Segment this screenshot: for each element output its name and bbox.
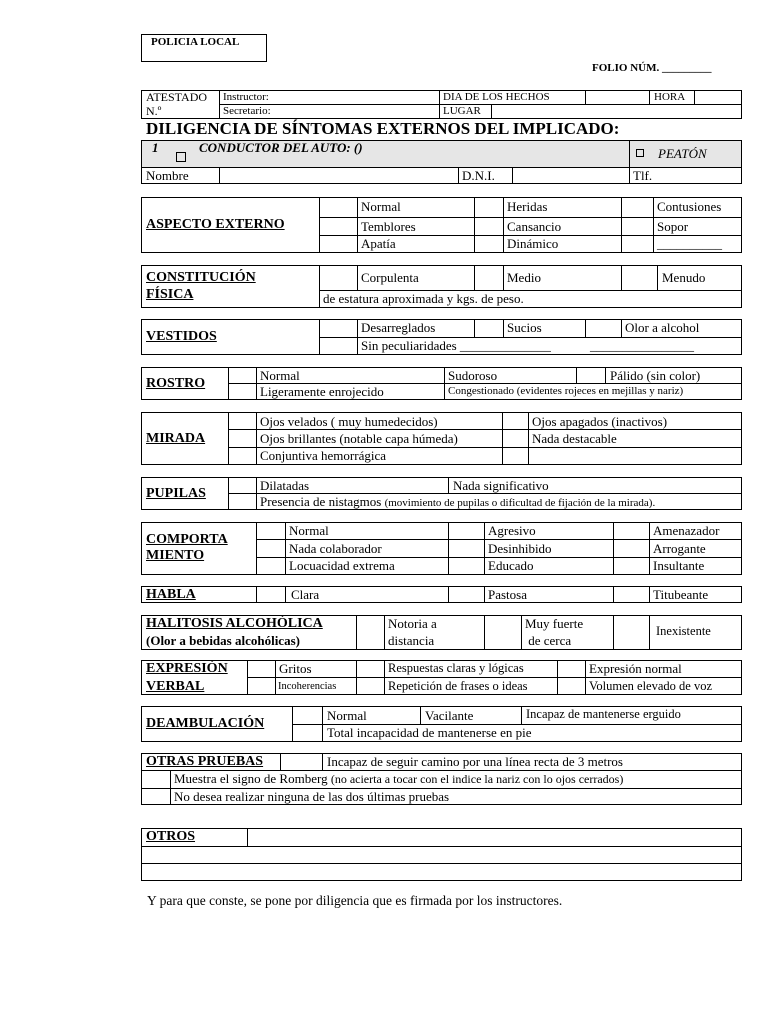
constitucion-menudo[interactable]: Menudo (662, 270, 706, 285)
aspecto-heridas[interactable]: Heridas (507, 199, 548, 214)
vestidos-other[interactable]: ________________ (590, 338, 694, 353)
rostro-normal[interactable]: Normal (260, 368, 300, 383)
constitucion-medio[interactable]: Medio (507, 270, 541, 285)
vestidos-label: VESTIDOS (146, 329, 217, 344)
halitosis-label: HALITOSIS ALCOHÓLICA (146, 616, 323, 631)
otros-field[interactable] (248, 829, 741, 846)
page-title: DILIGENCIA DE SÍNTOMAS EXTERNOS DEL IMPLICADO: (146, 119, 620, 138)
mirada-velados[interactable]: Ojos velados ( muy humedecidos) (260, 414, 438, 429)
deambulacion-total-incapacidad[interactable]: Total incapacidad de mantenerse en pie (327, 725, 532, 740)
deambulacion-normal[interactable]: Normal (327, 708, 367, 723)
vestidos-sucios[interactable]: Sucios (507, 320, 542, 335)
hora-field[interactable]: HORA (654, 91, 686, 103)
rostro-congestionado[interactable]: Congestionado (evidentes rojeces en mejillas y nariz) (448, 385, 684, 397)
habla-pastosa[interactable]: Pastosa (488, 587, 527, 602)
habla-table (141, 586, 742, 603)
halitosis-notoria-2[interactable]: distancia (388, 633, 435, 648)
secretario-field[interactable]: Secretario: (223, 105, 271, 117)
halitosis-sublabel: (Olor a bebidas alcohólicas) (146, 633, 300, 648)
dia-hechos-field[interactable]: DIA DE LOS HECHOS (443, 91, 550, 103)
conductor-label: CONDUCTOR DEL AUTO: () (199, 140, 363, 155)
constitucion-corpulenta[interactable]: Corpulenta (361, 270, 419, 285)
deambulacion-incapaz-erguido[interactable]: Incapaz de mantenerse erguido (526, 707, 681, 721)
otras-pruebas-label: OTRAS PRUEBAS (146, 754, 264, 769)
vestidos-olor-alcohol[interactable]: Olor a alcohol (625, 320, 700, 335)
aspecto-label: ASPECTO EXTERNO (146, 217, 285, 232)
comportamiento-normal[interactable]: Normal (289, 523, 329, 538)
otras-romberg[interactable] (174, 771, 623, 787)
expresion-gritos[interactable]: Gritos (279, 661, 312, 676)
aspecto-dinamico[interactable]: Dinámico (507, 236, 559, 251)
verbal-label: VERBAL (146, 679, 205, 694)
expresion-respuestas-claras[interactable]: Respuestas claras y lógicas (388, 661, 524, 675)
expresion-label: EXPRESIÓN (146, 661, 228, 676)
expresion-normal[interactable]: Expresión normal (589, 661, 682, 676)
comportamiento-amenazador[interactable]: Amenazador (653, 523, 720, 538)
vestidos-desarreglados[interactable]: Desarreglados (361, 320, 436, 335)
agency-label: POLICIA LOCAL (151, 36, 240, 48)
rostro-enrojecido[interactable]: Ligeramente enrojecido (260, 384, 384, 399)
peaton-checkbox[interactable] (636, 149, 644, 157)
aspecto-cansancio[interactable]: Cansancio (507, 219, 562, 234)
deambulacion-label: DEAMBULACIÓN (146, 716, 265, 731)
folio-number[interactable]: FOLIO NÚM. _________ (592, 62, 712, 74)
pupilas-dilatadas[interactable]: Dilatadas (260, 478, 310, 493)
otras-linea-recta[interactable]: Incapaz de seguir camino por una línea recta de 3 metros (327, 754, 623, 769)
nistagmos-text: Presencia de nistagmos (260, 494, 382, 509)
atestado-label: ATESTADO (146, 90, 208, 104)
mirada-brillantes[interactable]: Ojos brillantes (notable capa húmeda) (260, 431, 458, 446)
constitucion-label: CONSTITUCIÓN (146, 270, 256, 285)
tlf-field[interactable]: Tlf. (633, 168, 653, 183)
comportamiento-nada-colaborador[interactable]: Nada colaborador (289, 541, 382, 556)
involved-number: 1 (152, 140, 159, 155)
romberg-note: (no acierta a tocar con el indice la nariz con lo ojos cerrados) (330, 772, 624, 786)
rostro-label: ROSTRO (146, 376, 206, 391)
comportamiento-table (141, 522, 742, 575)
footer-statement: Y para que conste, se pone por diligencia que es firmada por los instructores. (147, 893, 563, 908)
halitosis-fuerte-2[interactable]: de cerca (525, 633, 572, 648)
rostro-sudoroso[interactable]: Sudoroso (448, 368, 498, 383)
comportamiento-agresivo[interactable]: Agresivo (488, 523, 536, 538)
comportamiento-insultante[interactable]: Insultante (653, 558, 705, 573)
expresion-incoherencias[interactable]: Incoherencias (278, 681, 337, 692)
expresion-repeticion[interactable]: Repetición de frases o ideas (388, 679, 528, 693)
deambulacion-vacilante[interactable]: Vacilante (425, 708, 474, 723)
halitosis-fuerte-1[interactable]: Muy fuerte (525, 616, 584, 631)
dni-field[interactable]: D.N.I. (462, 168, 495, 183)
otros-label: OTROS (146, 829, 196, 844)
romberg-text: Muestra el signo de Romberg (174, 771, 328, 786)
peaton-label: PEATÓN (658, 146, 707, 161)
comportamiento-label-1: COMPORTA (146, 532, 228, 547)
mirada-label: MIRADA (146, 431, 206, 446)
pupilas-nada-significativo[interactable]: Nada significativo (453, 478, 549, 493)
pupilas-label: PUPILAS (146, 486, 206, 501)
nistagmos-note: (movimiento de pupilas o dificultad de fijación de la mirada). (384, 497, 656, 509)
lugar-field[interactable]: LUGAR (443, 105, 481, 117)
otras-no-desea[interactable]: No desea realizar ninguna de las dos últimas pruebas (174, 789, 450, 804)
aspecto-temblores[interactable]: Temblores (361, 219, 416, 234)
vestidos-sin-peculiaridades[interactable]: Sin peculiaridades ______________ (361, 338, 551, 353)
habla-label: HABLA (146, 587, 196, 602)
aspecto-normal[interactable]: Normal (361, 199, 401, 214)
aspecto-contusiones[interactable]: Contusiones (657, 199, 722, 214)
rostro-palido[interactable]: Pálido (sin color) (610, 368, 701, 383)
expresion-volumen[interactable]: Volumen elevado de voz (589, 679, 712, 693)
habla-clara[interactable]: Clara (291, 587, 320, 602)
instructor-field[interactable]: Instructor: (223, 91, 269, 103)
aspecto-other[interactable]: __________ (657, 236, 722, 251)
halitosis-notoria-1[interactable]: Notoria a (388, 616, 437, 631)
pupilas-nistagmos[interactable] (260, 494, 655, 511)
numero-label: N.º (146, 104, 162, 118)
conductor-checkbox[interactable] (176, 152, 186, 162)
mirada-apagados[interactable]: Ojos apagados (inactivos) (532, 414, 668, 429)
comportamiento-educado[interactable]: Educado (488, 558, 534, 573)
habla-titubeante[interactable]: Titubeante (653, 587, 709, 602)
mirada-nada-destacable[interactable]: Nada destacable (532, 431, 617, 446)
nombre-field[interactable]: Nombre (146, 168, 189, 183)
mirada-conjuntiva[interactable]: Conjuntiva hemorrágica (260, 448, 386, 463)
aspecto-sopor[interactable]: Sopor (657, 219, 689, 234)
comportamiento-label-2: MIENTO (146, 548, 205, 563)
estatura-field[interactable]: de estatura aproximada y kgs. de peso. (323, 291, 524, 306)
comportamiento-locuacidad[interactable]: Locuacidad extrema (289, 558, 395, 573)
comportamiento-desinhibido[interactable]: Desinhibido (488, 541, 552, 556)
halitosis-inexistente[interactable]: Inexistente (656, 624, 711, 638)
aspecto-apatia[interactable]: Apatía (361, 236, 396, 251)
comportamiento-arrogante[interactable]: Arrogante (653, 541, 706, 556)
fisica-label: FÍSICA (146, 287, 194, 302)
